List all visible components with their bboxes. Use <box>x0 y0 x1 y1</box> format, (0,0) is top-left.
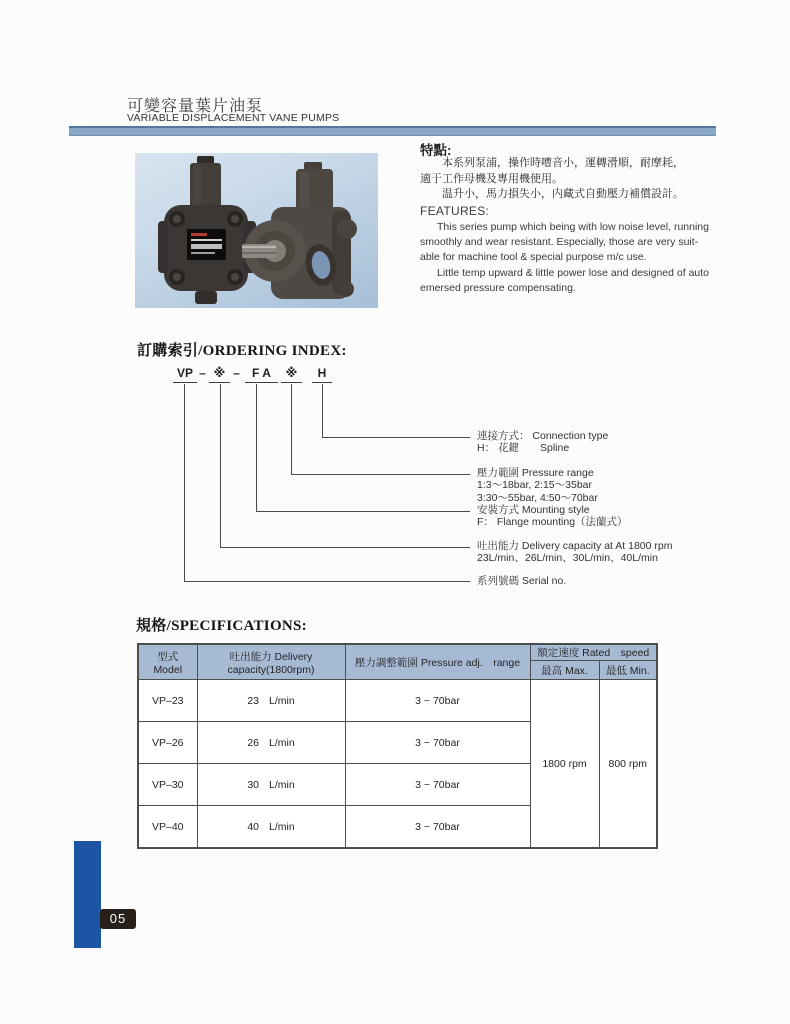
code-dash: – <box>199 366 206 380</box>
flow-unit: L/min <box>269 736 295 749</box>
code-segment-series: VP <box>173 366 197 383</box>
features-en-line: This series pump which being with low noise level, running <box>437 221 709 233</box>
ordering-index-heading: 訂購索引/ORDERING INDEX: <box>137 343 347 359</box>
features-en-line: smoothly and wear resistant. Especially, those are very suit- <box>420 236 699 249</box>
leader-line <box>256 511 470 512</box>
page-number-badge: 05 <box>100 909 136 929</box>
features-heading-zh: 特點: <box>420 143 452 158</box>
code-dash: – <box>233 366 240 380</box>
cell-capacity <box>197 806 345 849</box>
connector-line <box>220 384 221 547</box>
connector-line <box>322 384 323 437</box>
flow-unit: L/min <box>269 778 295 791</box>
features-zh-line: 温升小，馬力損失小，内藏式自動壓力補償設計。 <box>442 188 684 200</box>
features-en-line: Little temp upward & little power lose and designed of auto <box>437 266 710 279</box>
code-segment-connection: H <box>312 366 332 383</box>
code-segment-mounting: F A <box>245 366 278 383</box>
specifications-table <box>137 643 658 849</box>
vane-pumps-illustration <box>135 153 378 308</box>
features-en-line: able for machine tool & special purpose m/c use. <box>420 251 647 264</box>
cell-pressure: 3 ~ 70bar <box>345 806 530 849</box>
flow-value: 40 <box>247 820 259 833</box>
cell-capacity <box>197 764 345 806</box>
table-row <box>138 680 657 722</box>
header-line: Model <box>153 663 183 676</box>
page-edge-tab <box>74 841 101 948</box>
cell-pressure: 3 ~ 70bar <box>345 764 530 806</box>
col-header-max: 最高 Max. <box>530 661 599 680</box>
flow-value: 26 <box>247 736 259 749</box>
leader-line <box>291 474 470 475</box>
callout-line: 連接方式： Connection type <box>477 430 609 442</box>
page-title-en: VARIABLE DISPLACEMENT VANE PUMPS <box>127 112 340 124</box>
callout-line: H： 花鍵 Spline <box>477 442 570 455</box>
features-zh-line: 適于工作母機及專用機使用。 <box>420 172 563 185</box>
callout-connection-type <box>477 430 608 455</box>
header-line: 型式 <box>157 650 179 663</box>
cell-rated-max: 1800 rpm <box>530 680 599 849</box>
features-zh-line: 本系列泵浦，操作時嘈音小，運轉滑順，耐摩耗， <box>442 157 684 169</box>
specifications-heading: 規格/SPECIFICATIONS: <box>136 618 307 634</box>
flow-unit: L/min <box>269 820 295 833</box>
features-text-en <box>420 220 755 296</box>
callout-line: F： Flange mounting（法蘭式） <box>477 516 628 529</box>
cell-capacity <box>197 722 345 764</box>
connector-line <box>291 384 292 474</box>
callout-serial-no <box>477 575 566 587</box>
col-header-model <box>138 644 197 680</box>
col-header-capacity <box>197 644 345 680</box>
col-header-pressure: 壓力調整範圍 Pressure adj. range <box>345 644 530 680</box>
page-title-zh: 可變容量葉片油泵 <box>127 98 264 115</box>
cell-capacity <box>197 680 345 722</box>
flow-unit: L/min <box>269 694 295 707</box>
callout-line: 3:30～55bar, 4:50～70bar <box>477 491 598 504</box>
flow-value: 30 <box>247 778 259 791</box>
col-header-min: 最低 Min. <box>599 661 657 680</box>
callout-line: 安裝方式 Mounting style <box>477 504 590 516</box>
callout-line: 系列號碼 Serial no. <box>477 575 567 587</box>
header-line: capacity(1800rpm) <box>227 663 315 676</box>
callout-delivery-capacity <box>477 540 673 565</box>
cell-pressure: 3 ~ 70bar <box>345 680 530 722</box>
features-heading-en: FEATURES: <box>420 204 490 218</box>
title-rule-bar <box>69 126 716 136</box>
flow-value: 23 <box>247 694 259 707</box>
connector-line <box>256 384 257 511</box>
col-header-rated-speed: 額定速度 Rated speed <box>530 644 657 661</box>
cell-model: VP–26 <box>138 722 197 764</box>
features-text-zh <box>420 156 752 203</box>
leader-line <box>322 437 470 438</box>
callout-pressure-range <box>477 467 598 504</box>
header-line: 吐出能力 Delivery <box>229 650 313 663</box>
connector-line <box>184 384 185 581</box>
features-en-line: emersed pressure compensating. <box>420 281 576 294</box>
cell-model: VP–40 <box>138 806 197 849</box>
code-segment-pressure: ※ <box>281 366 302 383</box>
cell-model: VP–23 <box>138 680 197 722</box>
callout-line: 吐出能力 Delivery capacity at At 1800 rpm <box>477 540 673 552</box>
leader-line <box>220 547 470 548</box>
cell-pressure: 3 ~ 70bar <box>345 722 530 764</box>
callout-line: 壓力範圍 Pressure range <box>477 467 594 479</box>
cell-model: VP–30 <box>138 764 197 806</box>
callout-line: 1:3～18bar, 2:15～35bar <box>477 479 592 492</box>
callout-mounting-style <box>477 504 628 529</box>
cell-rated-min: 800 rpm <box>599 680 657 849</box>
code-segment-capacity: ※ <box>209 366 230 383</box>
product-photo <box>135 153 378 308</box>
leader-line <box>184 581 470 582</box>
callout-line: 23L/min、26L/min、30L/min、40L/min <box>477 552 658 565</box>
